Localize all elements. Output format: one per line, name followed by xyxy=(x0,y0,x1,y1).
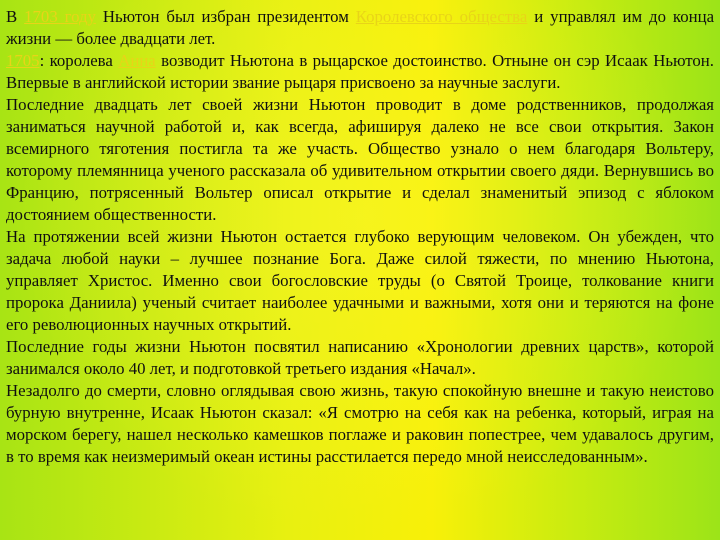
text-segment: Ньютон был избран президентом xyxy=(95,7,356,26)
text-segment: : королева xyxy=(39,51,119,70)
paragraph-knighthood xyxy=(6,50,714,94)
paragraph-royal-society xyxy=(6,6,714,50)
paragraph-last-years: Последние двадцать лет своей жизни Ньютон проводит в доме родственников, продолжая заниматься научной работой и, как всегда, афишируя далеко не все свои открытия. Закон всемирного тяготения постигла та же участь. Общество узнало о нем благодаря Вольтеру, которому племянница ученого рассказала об удивительном открытии своего дяди. Вернувшись во Францию, потрясенный Вольтер описал открытие и сделал знаменитый эпизод с яблоком достоянием общественности. xyxy=(6,95,714,224)
link-1705-year[interactable]: 1705 xyxy=(6,51,40,70)
body-text xyxy=(6,6,714,468)
link-1703-year[interactable]: 1703 году xyxy=(24,7,96,26)
text-segment: и управлял им до конца жизни — более двадцати лет. xyxy=(6,7,715,48)
link-royal-society[interactable]: Королевского общества xyxy=(355,7,528,26)
text-segment: В xyxy=(6,7,25,26)
text-segment: возводит Ньютона в рыцарское достоинство. Отныне он сэр Исаак Ньютон. Впервые в английской истории звание рыцаря присвоено за научные заслуги. xyxy=(6,51,714,92)
link-queen-anne[interactable]: Анна xyxy=(118,51,156,70)
paragraph-faith: На протяжении всей жизни Ньютон остается глубоко верующим человеком. Он убежден, что задача любой науки – лучшее познание Бога. Даже силой тяжести, по мнению Ньютона, управляет Христос. Именно свои богословские труды (о Святой Троице, толкование книги пророка Даниила) ученый считает наиболее удачными и важными, хотя они и теряются на фоне его революционных научных открытий. xyxy=(6,227,714,334)
paragraph-chronology: Последние годы жизни Ньютон посвятил написанию «Хронологии древних царств», которой занимался около 40 лет, и подготовкой третьего издания «Начал». xyxy=(6,337,714,378)
paragraph-quote: Незадолго до смерти, словно оглядывая свою жизнь, такую спокойную внешне и такую неистово бурную внутренне, Исаак Ньютон сказал: «Я смотрю на себя как на ребенка, который, играя на морском берегу, нашел несколько камешков поглаже и раковин попестрее, чем удавалось другим, в то время как неизмеримый океан истины расстилается передо мной неисследованным». xyxy=(6,381,714,466)
